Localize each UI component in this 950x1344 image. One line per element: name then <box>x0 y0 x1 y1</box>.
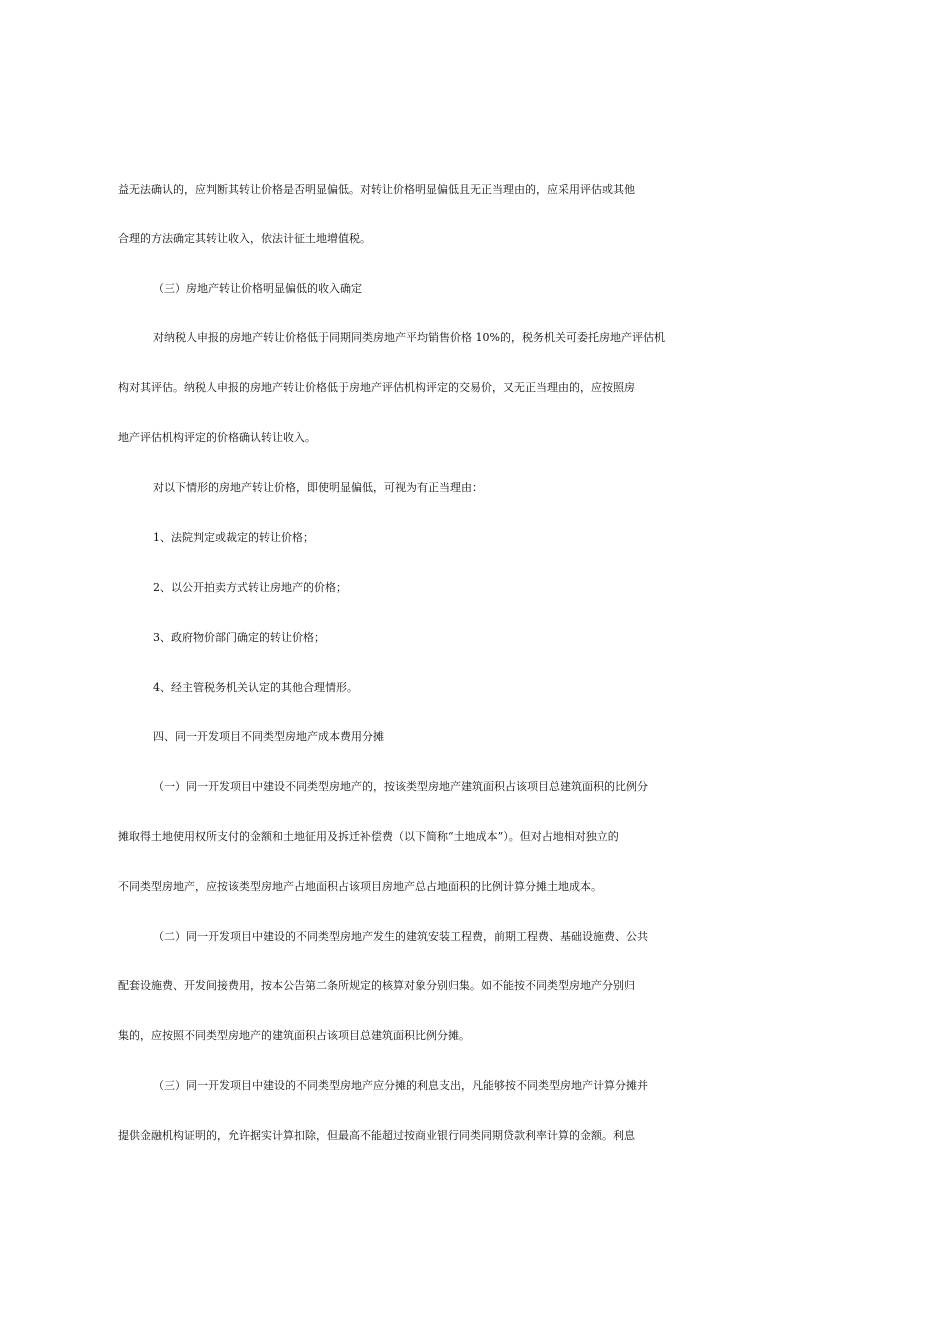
paragraph-line: 不同类型房地产，应按该类型房地产占地面积占该项目房地产总占地面积的比例计算分摊土地成本。 <box>118 880 602 893</box>
paragraph-line: 对以下情形的房地产转让价格，即使明显偏低，可视为有正当理由： <box>153 481 483 494</box>
list-item: 2、以公开拍卖方式转让房地产的价格； <box>153 581 347 594</box>
paragraph-line: （一）同一开发项目中建设不同类型房地产的，按该类型房地产建筑面积占该项目总建筑面积的比例分 <box>153 780 648 793</box>
paragraph-line: 构对其评估。纳税人申报的房地产转让价格低于房地产评估机构评定的交易价，又无正当理由的，应按照房 <box>118 381 635 394</box>
paragraph-line: 摊取得土地使用权所支付的金额和土地征用及拆迁补偿费（以下简称“土地成本”）。但对占地相对独立的 <box>118 830 619 843</box>
paragraph-line: 提供金融机构证明的，允许据实计算扣除，但最高不能超过按商业银行同类同期贷款利率计算的金额。利息 <box>118 1129 635 1142</box>
paragraph-line: （二）同一开发项目中建设的不同类型房地产发生的建筑安装工程费，前期工程费、基础设施费、公共 <box>153 930 648 943</box>
paragraph-line: 地产评估机构评定的价格确认转让收入。 <box>118 431 316 444</box>
paragraph-line: 益无法确认的，应判断其转让价格是否明显偏低。对转让价格明显偏低且无正当理由的，应采用评估或其他 <box>118 183 635 196</box>
list-item: 3、政府物价部门确定的转让价格； <box>153 631 325 644</box>
list-item: 1、法院判定或裁定的转让价格； <box>153 531 314 544</box>
paragraph-line: 集的，应按照不同类型房地产的建筑面积占该项目总建筑面积比例分摊。 <box>118 1029 470 1042</box>
section-heading: （三）房地产转让价格明显偏低的收入确定 <box>153 282 362 295</box>
section-heading: 四、同一开发项目不同类型房地产成本费用分摊 <box>153 730 384 743</box>
paragraph-line: 配套设施费、开发间接费用，按本公告第二条所规定的核算对象分别归集。如不能按不同类型房地产分别归 <box>118 979 635 992</box>
paragraph-line: 对纳税人申报的房地产转让价格低于同期同类房地产平均销售价格 10%的，税务机关可委托房地产评估机 <box>153 331 665 344</box>
paragraph-line: （三）同一开发项目中建设的不同类型房地产应分摊的利息支出，凡能够按不同类型房地产计算分摊并 <box>153 1079 648 1092</box>
list-item: 4、经主管税务机关认定的其他合理情形。 <box>153 681 358 694</box>
paragraph-line: 合理的方法确定其转让收入，依法计征土地增值税。 <box>118 232 371 245</box>
